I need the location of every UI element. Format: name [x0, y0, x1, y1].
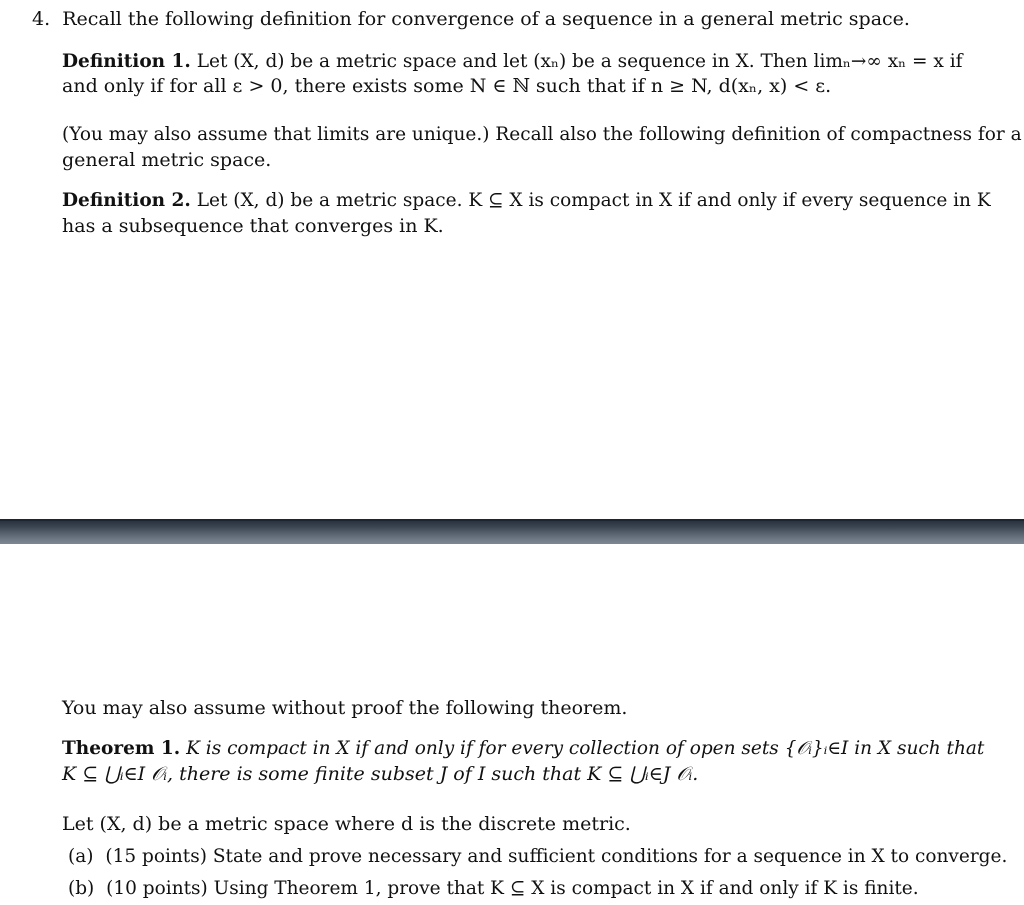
part-b — [68, 877, 919, 901]
part-b-text: (10 points) Using Theorem 1, prove that K ⊆ X is compact in X if and only if K is finite. — [106, 878, 919, 899]
definition1-line2: and only if for all ε > 0, there exists some N ∈ ℕ such that if n ≥ N, d(xₙ, x) < ε. — [62, 75, 832, 97]
definition2-text-1: Let (X, d) be a metric space. K ⊆ X is compact in X if and only if every sequence in K — [196, 190, 991, 211]
assume-line: You may also assume without proof the following theorem. — [62, 697, 628, 719]
note-line2: general metric space. — [62, 149, 272, 171]
definition1-label: Definition 1. — [62, 51, 191, 72]
theorem1-label: Theorem 1. — [62, 738, 181, 759]
part-b-label: (b) — [68, 878, 95, 899]
definition2-label: Definition 2. — [62, 190, 191, 211]
theorem1-text-1: K is compact in X if and only if for every collection of open sets {𝒪ᵢ}ᵢ∈I in X such that — [186, 738, 985, 759]
problem-intro: Recall the following definition for convergence of a sequence in a general metric space. — [62, 8, 910, 30]
definition2-line1 — [62, 189, 991, 213]
theorem1-line1 — [62, 737, 984, 761]
page-divider-bar — [0, 521, 1024, 544]
definition2-line2: has a subsequence that converges in K. — [62, 215, 444, 237]
problem-intro-line — [32, 7, 910, 31]
definition1-line1 — [62, 50, 997, 74]
part-a-label: (a) — [68, 846, 94, 867]
problem-number: 4. — [32, 8, 51, 30]
part-a — [68, 845, 1007, 869]
theorem1-line2: K ⊆ ⋃ᵢ∈I 𝒪ᵢ, there is some finite subset J of I such that K ⊆ ⋃ᵢ∈J 𝒪ᵢ. — [62, 763, 699, 785]
definition1-text-1: Let (X, d) be a metric space and let (xₙ) be a sequence in X. Then limₙ→∞ xₙ = x if — [196, 51, 963, 72]
part-a-text: (15 points) State and prove necessary and sufficient conditions for a sequence in X to converge. — [105, 846, 1008, 867]
setup-line: Let (X, d) be a metric space where d is the discrete metric. — [62, 813, 631, 835]
note-line1: (You may also assume that limits are unique.) Recall also the following definition of compactness for a — [62, 124, 1022, 145]
